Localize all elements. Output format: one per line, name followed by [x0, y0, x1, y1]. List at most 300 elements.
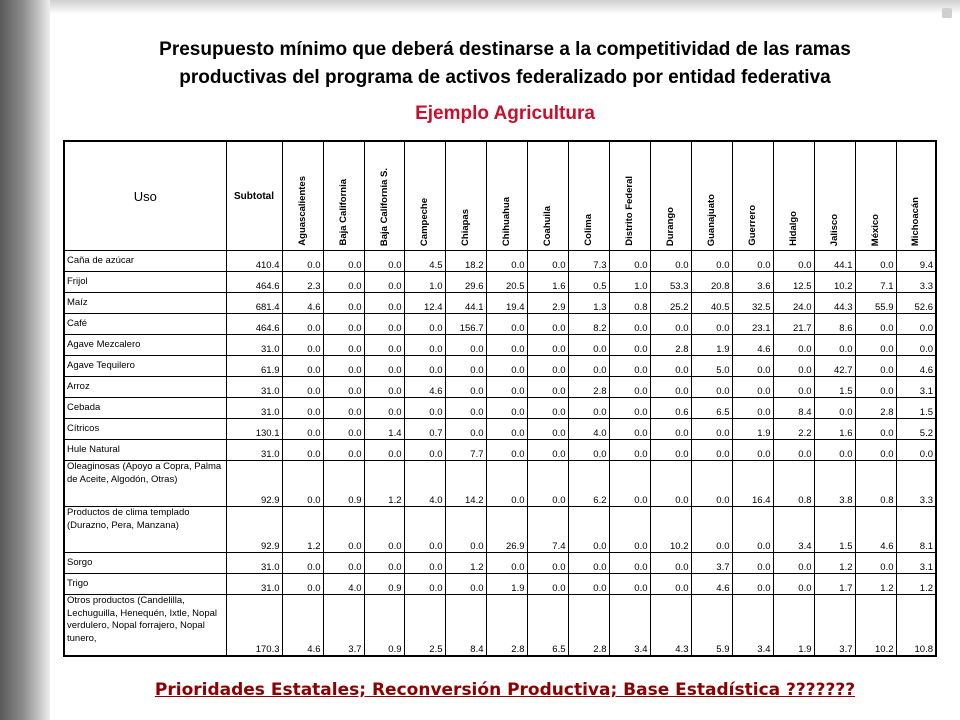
- row-cell: 0.0: [323, 377, 364, 398]
- header-state-label: Baja California: [338, 179, 349, 246]
- row-cell: 0.0: [282, 440, 323, 461]
- row-label: Hule Natural: [64, 440, 226, 461]
- row-cell: 5.0: [691, 356, 732, 377]
- row-subtotal: 31.0: [226, 553, 282, 574]
- row-cell: 0.0: [855, 419, 896, 440]
- header-state: [896, 141, 936, 251]
- row-cell: 0.0: [691, 419, 732, 440]
- row-cell: 16.4: [732, 461, 773, 507]
- row-cell: 44.3: [814, 293, 855, 314]
- table-row: [64, 314, 936, 335]
- row-cell: 0.0: [486, 553, 527, 574]
- row-cell: 2.9: [527, 293, 568, 314]
- row-cell: 0.0: [282, 574, 323, 595]
- row-cell: 0.0: [486, 377, 527, 398]
- row-cell: 0.0: [855, 440, 896, 461]
- header-state: [364, 141, 404, 251]
- row-cell: 0.0: [404, 553, 445, 574]
- row-subtotal: 92.9: [226, 461, 282, 507]
- header-state-label: Guanajuato: [706, 193, 717, 246]
- row-cell: 0.0: [282, 553, 323, 574]
- row-cell: 0.0: [609, 356, 650, 377]
- row-cell: 4.0: [568, 419, 609, 440]
- row-cell: 0.0: [609, 419, 650, 440]
- row-cell: 12.5: [773, 272, 814, 293]
- row-cell: 0.0: [609, 574, 650, 595]
- footer-note: Prioridades Estatales; Reconversión Productiva; Base Estadística ???????: [154, 680, 856, 700]
- row-cell: 0.0: [445, 574, 486, 595]
- row-cell: 42.7: [814, 356, 855, 377]
- row-cell: 10.2: [814, 272, 855, 293]
- header-state-label: Aguascalientes: [297, 176, 308, 246]
- row-cell: 1.6: [527, 272, 568, 293]
- row-label: Trigo: [64, 574, 226, 595]
- header-state-label: Chiapas: [460, 209, 471, 246]
- row-cell: 6.5: [527, 595, 568, 657]
- row-cell: 0.0: [364, 440, 404, 461]
- row-cell: 4.6: [691, 574, 732, 595]
- row-cell: 1.5: [896, 398, 936, 419]
- row-cell: 0.0: [568, 553, 609, 574]
- header-state-label: Hidalgo: [788, 211, 799, 246]
- row-cell: 8.1: [896, 507, 936, 553]
- row-cell: 0.0: [364, 293, 404, 314]
- row-cell: 0.0: [486, 398, 527, 419]
- row-cell: 0.9: [364, 595, 404, 657]
- header-state-label: Campeche: [419, 197, 430, 246]
- row-cell: 1.9: [486, 574, 527, 595]
- header-subtotal: Subtotal: [226, 141, 282, 251]
- row-cell: 0.0: [323, 272, 364, 293]
- row-cell: 6.2: [568, 461, 609, 507]
- row-cell: 0.0: [814, 335, 855, 356]
- row-cell: 3.4: [732, 595, 773, 657]
- table-row: [64, 461, 936, 507]
- row-cell: 1.3: [568, 293, 609, 314]
- row-cell: 0.0: [282, 461, 323, 507]
- header-state-label: Guerrero: [747, 205, 758, 246]
- row-cell: 0.0: [691, 461, 732, 507]
- row-cell: 0.0: [732, 553, 773, 574]
- row-label: Caña de azúcar: [64, 251, 226, 272]
- row-cell: 10.8: [896, 595, 936, 657]
- row-cell: 1.2: [445, 553, 486, 574]
- row-cell: 5.9: [691, 595, 732, 657]
- row-cell: 0.0: [855, 314, 896, 335]
- header-state: [527, 141, 568, 251]
- row-cell: 0.0: [609, 553, 650, 574]
- table-header-row: [64, 141, 936, 251]
- slide-top-decoration: [50, 0, 960, 14]
- header-state: [855, 141, 896, 251]
- row-label: Otros productos (Candelilla, Lechuguilla, Henequén, Ixtle, Nopal verdulero, Nopal forrajero, Nopal tunero,: [64, 595, 226, 657]
- header-state-label: Chihuahua: [501, 196, 512, 246]
- row-cell: 0.0: [486, 461, 527, 507]
- header-state: [691, 141, 732, 251]
- row-cell: 2.8: [486, 595, 527, 657]
- row-cell: 0.0: [282, 398, 323, 419]
- row-cell: 2.5: [404, 595, 445, 657]
- row-cell: 4.6: [282, 595, 323, 657]
- row-cell: 0.5: [568, 272, 609, 293]
- row-cell: 3.4: [773, 507, 814, 553]
- row-subtotal: 130.1: [226, 419, 282, 440]
- row-cell: 0.0: [527, 314, 568, 335]
- header-state-label: Jalisco: [829, 213, 840, 246]
- table-row: [64, 293, 936, 314]
- row-cell: 0.0: [568, 356, 609, 377]
- row-cell: 10.2: [650, 507, 691, 553]
- row-subtotal: 681.4: [226, 293, 282, 314]
- row-cell: 0.0: [527, 356, 568, 377]
- row-cell: 0.0: [732, 356, 773, 377]
- title-line-1: Presupuesto mínimo que deberá destinarse a la competitividad de las ramas: [159, 39, 851, 60]
- row-cell: 0.0: [609, 461, 650, 507]
- row-cell: 0.0: [486, 440, 527, 461]
- row-cell: 2.8: [855, 398, 896, 419]
- header-state: [732, 141, 773, 251]
- table-row: [64, 553, 936, 574]
- row-cell: 55.9: [855, 293, 896, 314]
- row-cell: 32.5: [732, 293, 773, 314]
- row-cell: 0.0: [691, 377, 732, 398]
- header-state-label: Coahuila: [542, 205, 553, 246]
- row-cell: 10.2: [855, 595, 896, 657]
- row-cell: 23.1: [732, 314, 773, 335]
- header-state-label: Durango: [665, 206, 676, 246]
- row-subtotal: 170.3: [226, 595, 282, 657]
- row-cell: 1.5: [814, 507, 855, 553]
- row-cell: 0.0: [404, 314, 445, 335]
- table-row: [64, 595, 936, 657]
- row-cell: 0.0: [486, 356, 527, 377]
- budget-table-container: [63, 140, 937, 657]
- row-cell: 4.3: [650, 595, 691, 657]
- row-cell: 0.0: [814, 398, 855, 419]
- slide-sidebar-decoration: [0, 0, 50, 720]
- table-row: [64, 574, 936, 595]
- row-cell: 0.0: [527, 335, 568, 356]
- row-cell: 0.0: [445, 398, 486, 419]
- row-cell: 0.0: [364, 251, 404, 272]
- table-row: [64, 507, 936, 553]
- header-state: [814, 141, 855, 251]
- row-cell: 7.3: [568, 251, 609, 272]
- row-subtotal: 31.0: [226, 574, 282, 595]
- row-cell: 4.6: [732, 335, 773, 356]
- row-cell: 1.2: [364, 461, 404, 507]
- header-state: [568, 141, 609, 251]
- row-cell: 0.0: [732, 574, 773, 595]
- row-cell: 0.0: [527, 574, 568, 595]
- row-cell: 1.0: [404, 272, 445, 293]
- row-cell: 0.0: [364, 335, 404, 356]
- page-subtitle: Ejemplo Agricultura: [415, 103, 595, 124]
- row-cell: 0.0: [404, 356, 445, 377]
- row-cell: 0.0: [404, 440, 445, 461]
- row-cell: 0.0: [364, 314, 404, 335]
- row-cell: 0.0: [364, 553, 404, 574]
- row-cell: 4.0: [323, 574, 364, 595]
- row-cell: 12.4: [404, 293, 445, 314]
- row-cell: 7.7: [445, 440, 486, 461]
- table-row: [64, 440, 936, 461]
- row-cell: 1.7: [814, 574, 855, 595]
- row-cell: 0.0: [773, 356, 814, 377]
- table-row: [64, 335, 936, 356]
- row-cell: 3.6: [732, 272, 773, 293]
- row-cell: 0.0: [691, 507, 732, 553]
- row-cell: 26.9: [486, 507, 527, 553]
- row-cell: 3.8: [814, 461, 855, 507]
- budget-table: [63, 140, 937, 657]
- row-cell: 0.0: [282, 251, 323, 272]
- row-cell: 0.0: [773, 377, 814, 398]
- row-cell: 0.0: [323, 419, 364, 440]
- row-cell: 3.7: [814, 595, 855, 657]
- header-state-label: Colima: [583, 214, 594, 246]
- row-cell: 0.0: [732, 398, 773, 419]
- row-cell: 0.0: [568, 507, 609, 553]
- header-uso: Uso: [64, 141, 226, 251]
- row-subtotal: 464.6: [226, 272, 282, 293]
- row-label: Productos de clima templado (Durazno, Pera, Manzana): [64, 507, 226, 553]
- row-cell: 0.0: [527, 461, 568, 507]
- row-subtotal: 464.6: [226, 314, 282, 335]
- table-row: [64, 419, 936, 440]
- row-cell: 0.0: [364, 272, 404, 293]
- row-cell: 4.5: [404, 251, 445, 272]
- row-cell: 0.8: [855, 461, 896, 507]
- row-label: Arroz: [64, 377, 226, 398]
- row-cell: 0.0: [814, 440, 855, 461]
- row-cell: 0.0: [445, 507, 486, 553]
- row-cell: 44.1: [445, 293, 486, 314]
- row-cell: 0.0: [323, 293, 364, 314]
- row-cell: 14.2: [445, 461, 486, 507]
- row-cell: 0.0: [896, 314, 936, 335]
- row-cell: 0.0: [527, 377, 568, 398]
- row-cell: 1.0: [609, 272, 650, 293]
- row-label: Café: [64, 314, 226, 335]
- header-state: [282, 141, 323, 251]
- row-cell: 0.0: [282, 356, 323, 377]
- header-state-label: Baja California S.: [378, 167, 390, 246]
- row-cell: 0.0: [323, 251, 364, 272]
- row-cell: 20.8: [691, 272, 732, 293]
- header-state: [323, 141, 364, 251]
- row-cell: 1.9: [691, 335, 732, 356]
- row-cell: 1.6: [814, 419, 855, 440]
- row-cell: 4.6: [896, 356, 936, 377]
- row-cell: 3.3: [896, 461, 936, 507]
- row-label: Agave Mezcalero: [64, 335, 226, 356]
- row-label: Maíz: [64, 293, 226, 314]
- row-cell: 3.4: [609, 595, 650, 657]
- row-cell: 8.4: [773, 398, 814, 419]
- row-cell: 0.0: [650, 574, 691, 595]
- row-cell: 0.0: [855, 251, 896, 272]
- row-cell: 0.0: [568, 398, 609, 419]
- header-state: [650, 141, 691, 251]
- row-cell: 0.0: [486, 251, 527, 272]
- row-cell: 0.0: [527, 398, 568, 419]
- row-cell: 0.0: [650, 461, 691, 507]
- row-cell: 8.6: [814, 314, 855, 335]
- row-label: Agave Tequilero: [64, 356, 226, 377]
- row-cell: 8.2: [568, 314, 609, 335]
- row-cell: 1.2: [814, 553, 855, 574]
- row-cell: 4.6: [404, 377, 445, 398]
- row-cell: 0.0: [364, 356, 404, 377]
- row-cell: 0.0: [732, 507, 773, 553]
- row-cell: 0.8: [773, 461, 814, 507]
- row-cell: 29.6: [445, 272, 486, 293]
- row-cell: 0.0: [527, 440, 568, 461]
- row-cell: 2.2: [773, 419, 814, 440]
- row-cell: 0.0: [609, 398, 650, 419]
- row-cell: 0.0: [527, 251, 568, 272]
- row-cell: 0.0: [650, 314, 691, 335]
- row-cell: 5.2: [896, 419, 936, 440]
- row-cell: 3.7: [323, 595, 364, 657]
- row-cell: 52.6: [896, 293, 936, 314]
- row-subtotal: 61.9: [226, 356, 282, 377]
- row-cell: 0.0: [691, 251, 732, 272]
- row-cell: 0.0: [323, 507, 364, 553]
- row-cell: 0.0: [323, 314, 364, 335]
- row-cell: 0.0: [568, 574, 609, 595]
- row-cell: 3.7: [691, 553, 732, 574]
- row-cell: 25.2: [650, 293, 691, 314]
- row-cell: 0.0: [364, 398, 404, 419]
- row-cell: 4.6: [282, 293, 323, 314]
- row-cell: 44.1: [814, 251, 855, 272]
- row-cell: 0.0: [650, 419, 691, 440]
- header-state: [773, 141, 814, 251]
- row-cell: 20.5: [486, 272, 527, 293]
- row-cell: 0.0: [364, 377, 404, 398]
- row-cell: 0.0: [691, 440, 732, 461]
- row-cell: 0.0: [773, 553, 814, 574]
- row-cell: 19.4: [486, 293, 527, 314]
- row-cell: 24.0: [773, 293, 814, 314]
- row-cell: 0.0: [404, 507, 445, 553]
- row-cell: 3.3: [896, 272, 936, 293]
- row-cell: 2.3: [282, 272, 323, 293]
- row-cell: 0.0: [282, 314, 323, 335]
- row-subtotal: 31.0: [226, 377, 282, 398]
- row-cell: 0.0: [323, 356, 364, 377]
- row-cell: 0.6: [650, 398, 691, 419]
- row-cell: 3.1: [896, 377, 936, 398]
- row-cell: 1.2: [896, 574, 936, 595]
- row-cell: 0.0: [609, 251, 650, 272]
- row-cell: 1.2: [282, 507, 323, 553]
- row-subtotal: 31.0: [226, 335, 282, 356]
- row-cell: 0.9: [364, 574, 404, 595]
- row-cell: 0.0: [445, 356, 486, 377]
- row-cell: 0.0: [773, 574, 814, 595]
- row-cell: 0.0: [732, 251, 773, 272]
- row-cell: 0.0: [404, 335, 445, 356]
- row-subtotal: 31.0: [226, 398, 282, 419]
- row-cell: 0.0: [855, 553, 896, 574]
- header-state: [404, 141, 445, 251]
- corner-decoration: [942, 8, 952, 18]
- row-cell: 2.8: [650, 335, 691, 356]
- header-state: [609, 141, 650, 251]
- header-state-label: México: [870, 213, 881, 246]
- row-cell: 0.0: [609, 507, 650, 553]
- row-cell: 0.0: [568, 335, 609, 356]
- header-state-label: Michoacán: [910, 196, 922, 246]
- table-row: [64, 398, 936, 419]
- row-cell: 0.0: [486, 335, 527, 356]
- row-label: Oleaginosas (Apoyo a Copra, Palma de Aceite, Algodón, Otras): [64, 461, 226, 507]
- row-subtotal: 410.4: [226, 251, 282, 272]
- row-cell: 0.0: [650, 553, 691, 574]
- row-cell: 0.0: [609, 335, 650, 356]
- row-cell: 0.0: [650, 377, 691, 398]
- row-cell: 1.9: [773, 595, 814, 657]
- row-cell: 0.0: [282, 335, 323, 356]
- row-cell: 0.0: [486, 419, 527, 440]
- title-line-2: productivas del programa de activos federalizado por entidad federativa: [179, 67, 831, 88]
- row-cell: 0.0: [404, 398, 445, 419]
- row-label: Cebada: [64, 398, 226, 419]
- row-cell: 0.9: [323, 461, 364, 507]
- row-cell: 0.0: [855, 377, 896, 398]
- row-cell: 21.7: [773, 314, 814, 335]
- row-cell: 1.9: [732, 419, 773, 440]
- row-cell: 2.8: [568, 377, 609, 398]
- row-label: Sorgo: [64, 553, 226, 574]
- row-cell: 0.0: [282, 377, 323, 398]
- row-cell: 18.2: [445, 251, 486, 272]
- row-cell: 2.8: [568, 595, 609, 657]
- row-cell: 0.0: [691, 314, 732, 335]
- row-subtotal: 31.0: [226, 440, 282, 461]
- row-cell: 0.0: [650, 356, 691, 377]
- row-cell: 4.0: [404, 461, 445, 507]
- row-cell: 0.0: [650, 440, 691, 461]
- row-cell: 156.7: [445, 314, 486, 335]
- row-cell: 0.0: [527, 419, 568, 440]
- row-cell: 40.5: [691, 293, 732, 314]
- header-state-label: Distrito Federal: [624, 176, 635, 246]
- row-cell: 0.0: [609, 440, 650, 461]
- row-cell: 0.0: [609, 314, 650, 335]
- row-cell: 9.4: [896, 251, 936, 272]
- row-cell: 0.0: [323, 335, 364, 356]
- row-label: Cítricos: [64, 419, 226, 440]
- row-cell: 0.0: [486, 314, 527, 335]
- row-cell: 0.0: [650, 251, 691, 272]
- row-cell: 0.0: [609, 377, 650, 398]
- table-row: [64, 272, 936, 293]
- row-cell: 0.0: [855, 356, 896, 377]
- header-state: [445, 141, 486, 251]
- row-cell: 0.0: [568, 440, 609, 461]
- row-cell: 0.0: [773, 251, 814, 272]
- row-cell: 6.5: [691, 398, 732, 419]
- page-title: [50, 36, 960, 92]
- row-cell: 0.0: [773, 335, 814, 356]
- row-cell: 7.1: [855, 272, 896, 293]
- row-cell: 0.0: [323, 398, 364, 419]
- row-cell: 1.5: [814, 377, 855, 398]
